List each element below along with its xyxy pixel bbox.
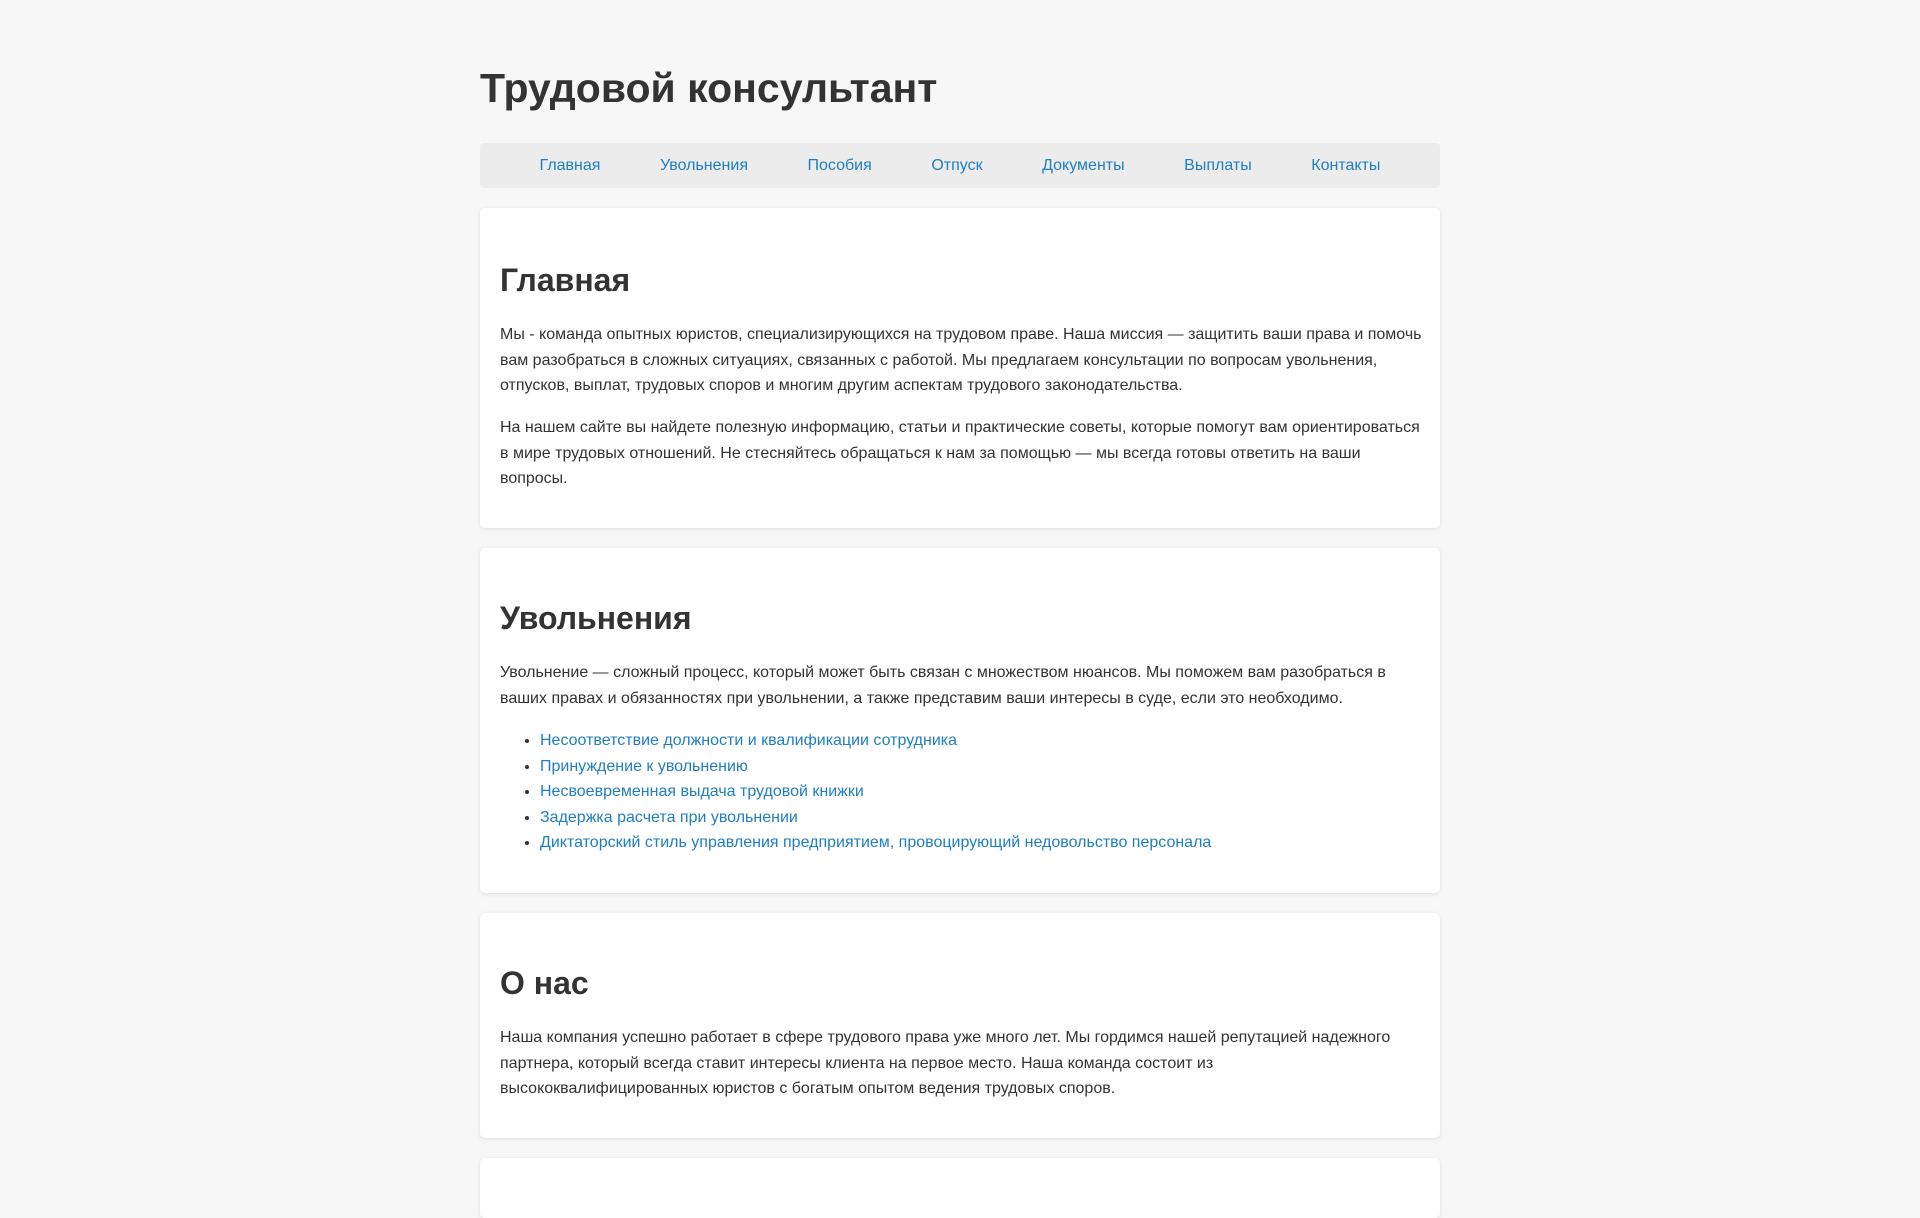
list-item (540, 779, 1211, 805)
nav-item-vacation[interactable]: Отпуск (931, 156, 983, 174)
next-section (480, 1158, 1440, 1218)
dismissals-section (480, 548, 1440, 893)
nav-item-contacts[interactable]: Контакты (1311, 156, 1381, 174)
nav-item-benefits[interactable]: Пособия (807, 156, 872, 174)
home-heading: Главная (500, 262, 631, 298)
nav-item-home[interactable]: Главная (539, 156, 601, 174)
about-section (480, 913, 1440, 1138)
list-item (540, 754, 1211, 780)
list-item (540, 830, 1211, 856)
list-item (540, 728, 1211, 754)
dismissal-link-2[interactable]: Принуждение к увольнению (540, 757, 748, 775)
home-section (480, 208, 1440, 528)
about-paragraph: Наша компания успешно работает в сфере трудового права уже много лет. Мы гордимся нашей репутацией надежного партнера, который всегда ставит интересы клиента на первое место. Наша команда состоит из высококвалифицированных юристов с богатым опытом ведения трудовых споров. (500, 1029, 1391, 1097)
site-title: Трудовой консультант (480, 65, 938, 111)
home-paragraph-1: Мы - команда опытных юристов, специализирующихся на трудовом праве. Наша миссия — защитить ваши права и помочь вам разобраться в сложных ситуациях, связанных с работой. Мы предлагаем консультации по вопросам увольнения, отпусков, выплат, трудовых споров и многим другим аспектам трудового законодательства. (500, 326, 1422, 394)
dismissals-link-list (520, 728, 1211, 856)
dismissals-heading: Увольнения (500, 600, 692, 636)
about-heading: О нас (500, 965, 589, 1001)
list-item (540, 805, 1211, 831)
nav-item-documents[interactable]: Документы (1042, 156, 1125, 174)
dismissal-link-5[interactable]: Диктаторский стиль управления предприятием, провоцирующий недовольство персонала (540, 834, 1212, 851)
dismissal-link-1[interactable]: Несоответствие должности и квалификации сотрудника (540, 732, 958, 749)
dismissals-paragraph: Увольнение — сложный процесс, который может быть связан с множеством нюансов. Мы поможем вам разобраться в ваших правах и обязанностях при увольнении, а также представим ваши интересы в суде, если это необходимо. (500, 664, 1386, 707)
nav-item-payments[interactable]: Выплаты (1184, 156, 1252, 174)
dismissal-link-3[interactable]: Несвоевременная выдача трудовой книжки (540, 783, 864, 800)
dismissal-link-4[interactable]: Задержка расчета при увольнении (540, 808, 798, 826)
nav-item-dismissals[interactable]: Увольнения (660, 156, 748, 174)
home-paragraph-2: На нашем сайте вы найдете полезную информацию, статьи и практические советы, которые помогут вам ориентироваться в мире трудовых отношений. Не стесняйтесь обращаться к нам за помощью — мы всегда готовы ответить на ваши вопросы. (500, 419, 1420, 487)
main-nav (480, 143, 1440, 188)
